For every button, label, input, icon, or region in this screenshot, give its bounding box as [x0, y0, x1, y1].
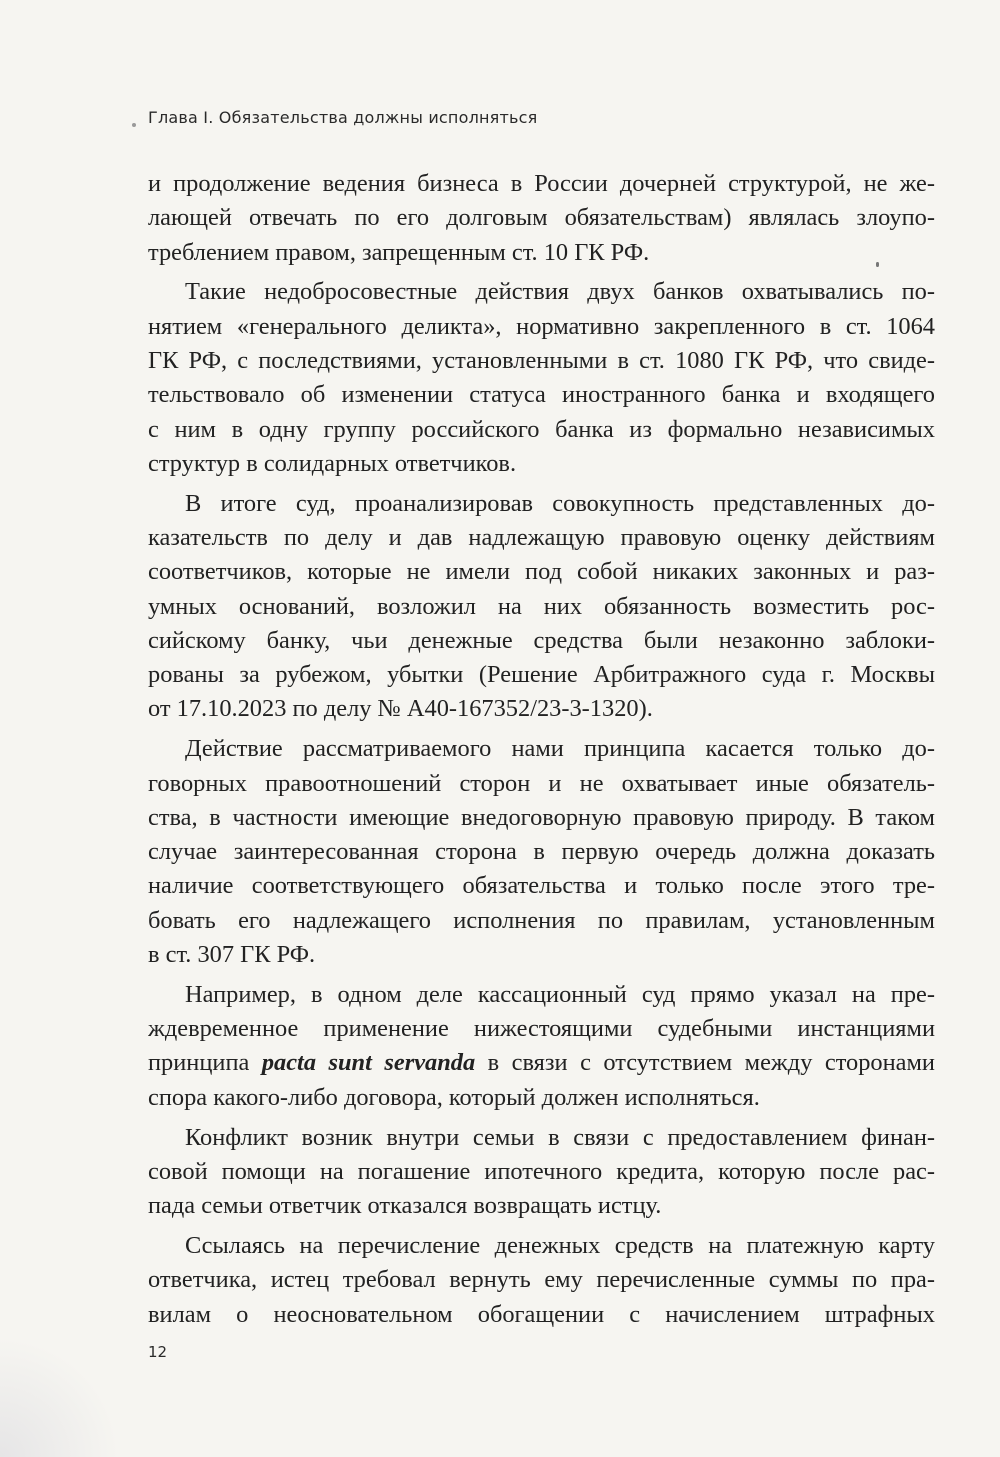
text-line-mixed: [148, 1046, 935, 1080]
text-line: ГК РФ, с последствиями, установленными в ст. 1080 ГК РФ, что свиде-: [148, 346, 935, 374]
text-line: с ним в одну группу российского банка из формально независимых: [148, 415, 935, 443]
text-line: рованы за рубежом, убытки (Решение Арбитражного суда г. Москвы: [148, 661, 935, 689]
text-line: тельствовало об изменении статуса иностранного банка и входящего: [148, 381, 935, 409]
text-line: Действие рассматриваемого нами принципа касается только до-: [185, 735, 935, 763]
text-line: умных оснований, возложил на них обязанность возместить рос-: [148, 592, 935, 620]
text-line: в ст. 307 ГК РФ.: [148, 941, 316, 969]
body-text: [148, 167, 935, 1332]
text-line: вилам о неосновательном обогащении с начислением штрафных: [148, 1300, 935, 1328]
text-line: наличие соответствующего обязательства и только после этого тре-: [148, 872, 935, 900]
text-line: совой помощи на погашение ипотечного кредита, которую после рас-: [148, 1157, 935, 1185]
running-head: Глава I. Обязательства должны исполняться: [148, 108, 538, 127]
text-line: Такие недобросовестные действия двух банков охватывались по-: [185, 278, 935, 306]
text-line: спора какого-либо договора, который должен исполняться.: [148, 1083, 760, 1111]
text-line: и продолжение ведения бизнеса в России дочерней структурой, не же-: [148, 170, 935, 197]
paragraph-6: [148, 1121, 935, 1224]
text-line: казательств по делу и дав надлежащую правовую оценку действиям: [148, 523, 935, 551]
text-line: Конфликт возник внутри семьи в связи с предоставлением финан-: [185, 1123, 935, 1151]
text-line: соответчиков, которые не имели под собой никаких законных и раз-: [148, 558, 935, 586]
paragraph-3: [148, 487, 935, 727]
latin-maxim: pacta sunt servanda: [261, 1049, 476, 1077]
text-line: от 17.10.2023 по делу № А40-167352/23-3-1320).: [148, 695, 653, 723]
text-run: в связи с отсутствием между сторонами: [475, 1049, 935, 1077]
paragraph-1: [148, 167, 935, 270]
text-line: Ссылаясь на перечисление денежных средств на платежную карту: [185, 1231, 935, 1259]
text-line: Например, в одном деле кассационный суд прямо указал на пре-: [185, 980, 935, 1008]
text-line: случае заинтересованная сторона в первую очередь должна доказать: [148, 838, 935, 866]
paragraph-2: [148, 275, 935, 481]
paragraph-5: [148, 978, 935, 1115]
text-line: пада семьи ответчик отказался возвращать истцу.: [148, 1192, 662, 1220]
paragraph-4: [148, 732, 935, 972]
text-line: В итоге суд, проанализировав совокупность представленных до-: [185, 489, 935, 517]
text-line: ства, в частности имеющие внедоговорную правовую природу. В таком: [148, 803, 935, 831]
scan-shadow: [0, 1337, 120, 1457]
paragraph-7: [148, 1229, 935, 1332]
text-line: бовать его надлежащего исполнения по правилам, установленным: [148, 906, 935, 934]
text-line: лающей отвечать по его долговым обязательствам) являлась злоупо-: [148, 204, 935, 232]
text-line: нятием «генерального деликта», нормативно закрепленного в ст. 1064: [148, 312, 935, 340]
paper-speck: [876, 262, 879, 267]
text-line: говорных правоотношений сторон и не охватывает иные обязатель-: [148, 769, 935, 797]
text-line: треблением правом, запрещенным ст. 10 ГК РФ.: [148, 238, 650, 266]
text-line: ответчика, истец требовал вернуть ему перечисленные суммы по пра-: [148, 1266, 935, 1294]
text-line: ждевременное применение нижестоящими судебными инстанциями: [148, 1015, 935, 1043]
text-line: структур в солидарных ответчиков.: [148, 449, 517, 477]
page-number: 12: [148, 1343, 168, 1361]
text-run: принципа: [148, 1049, 262, 1077]
text-line: сийскому банку, чьи денежные средства были незаконно заблоки-: [148, 626, 935, 654]
running-head-marker: [132, 123, 136, 127]
